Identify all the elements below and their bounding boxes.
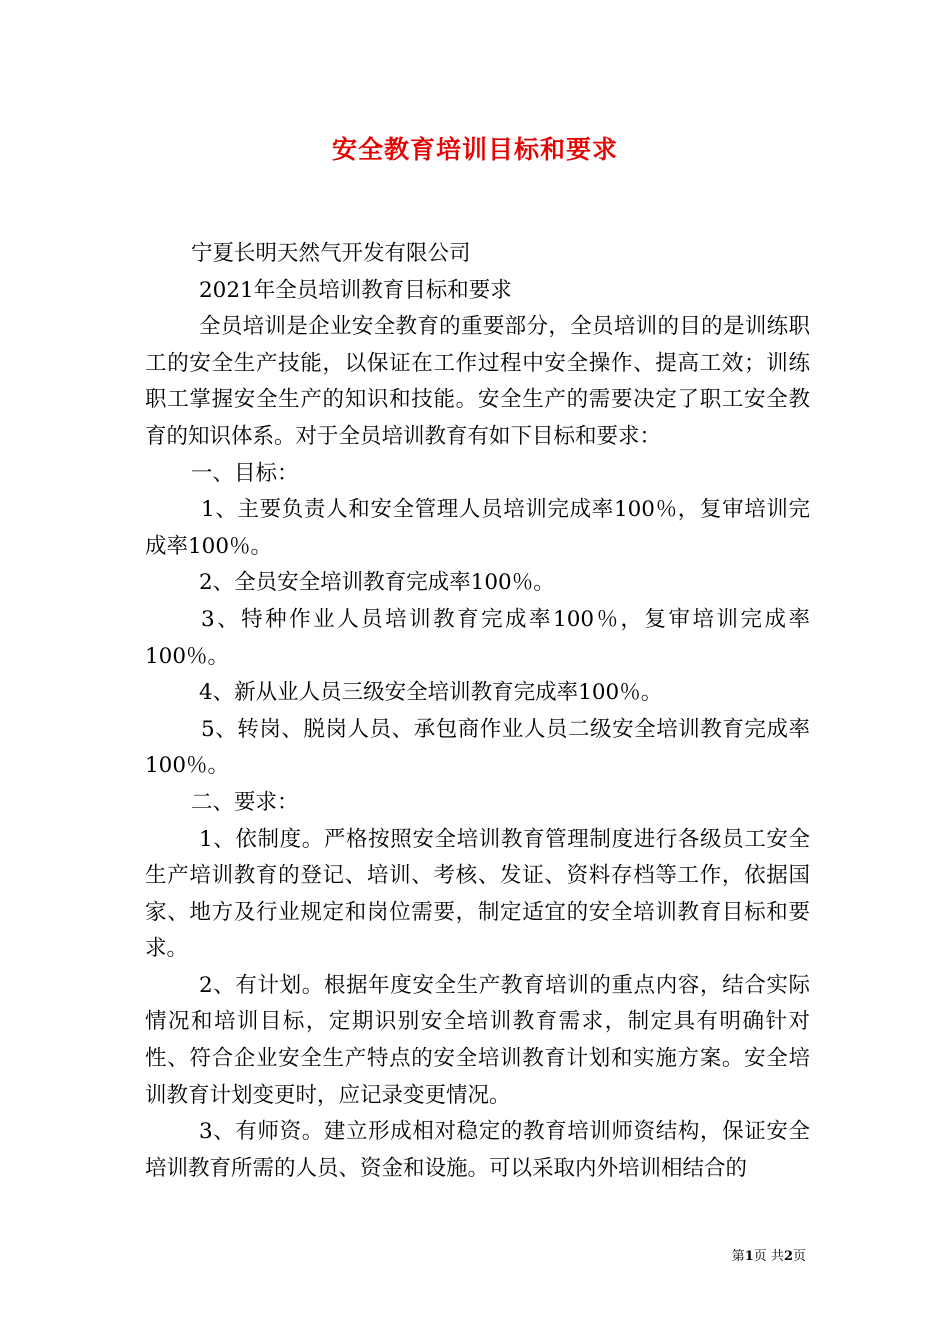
document-subtitle: 2021年全员培训教育目标和要求 [199,277,512,303]
goal-item-2: 2、全员安全培训教育完成率100％。 [199,570,555,596]
footer-middle: 页 共 [753,1249,784,1264]
document-body [145,236,810,1187]
goal-item-1: 1、主要负责人和安全管理人员培训完成率100％，复审培训完成率100％。 [145,497,810,559]
footer-suffix: 页 [792,1249,806,1264]
goal-item-3: 3、特种作业人员培训教育完成率100％，复审培训完成率100％。 [145,606,810,669]
goal-item-4: 4、新从业人员三级安全培训教育完成率100％。 [199,680,663,706]
requirement-item-2: 2、有计划。根据年度安全生产教育培训的重点内容，结合实际情况和培训目标，定期识别安全培训教育需求，制定具有明确针对性、符合企业安全生产特点的安全培训教育计划和实施方案。安全培训教育计划变更时，应记录变更情况。 [145,972,810,1108]
intro-paragraph: 全员培训是企业安全教育的重要部分，全员培训的目的是训练职工的安全生产技能，以保证在工作过程中安全操作、提高工效；训练职工掌握安全生产的知识和技能。安全生产的需要决定了职工安全教育的知识体系。对于全员培训教育有如下目标和要求： [145,314,810,449]
footer-total-pages: 2 [783,1249,793,1264]
section-heading-requirements: 二、要求： [191,789,299,815]
company-name: 宁夏长明天然气开发有限公司 [191,241,471,266]
section-heading-goals: 一、目标： [191,460,299,486]
footer-prefix: 第 [731,1249,745,1264]
page-footer [732,1248,806,1266]
goal-item-5: 5、转岗、脱岗人员、承包商作业人员二级安全培训教育完成率100％。 [145,716,810,779]
requirement-item-3: 3、有师资。建立形成相对稳定的教育培训师资结构，保证安全培训教育所需的人员、资金和设施。可以采取内外培训相结合的 [145,1119,810,1181]
document-title: 安全教育培训目标和要求 [331,135,618,164]
footer-current-page: 1 [744,1249,754,1264]
requirement-item-1: 1、依制度。严格按照安全培训教育管理制度进行各级员工安全生产培训教育的登记、培训、考核、发证、资料存档等工作，依据国家、地方及行业规定和岗位需要，制定适宜的安全培训教育目标和要求。 [145,826,810,962]
